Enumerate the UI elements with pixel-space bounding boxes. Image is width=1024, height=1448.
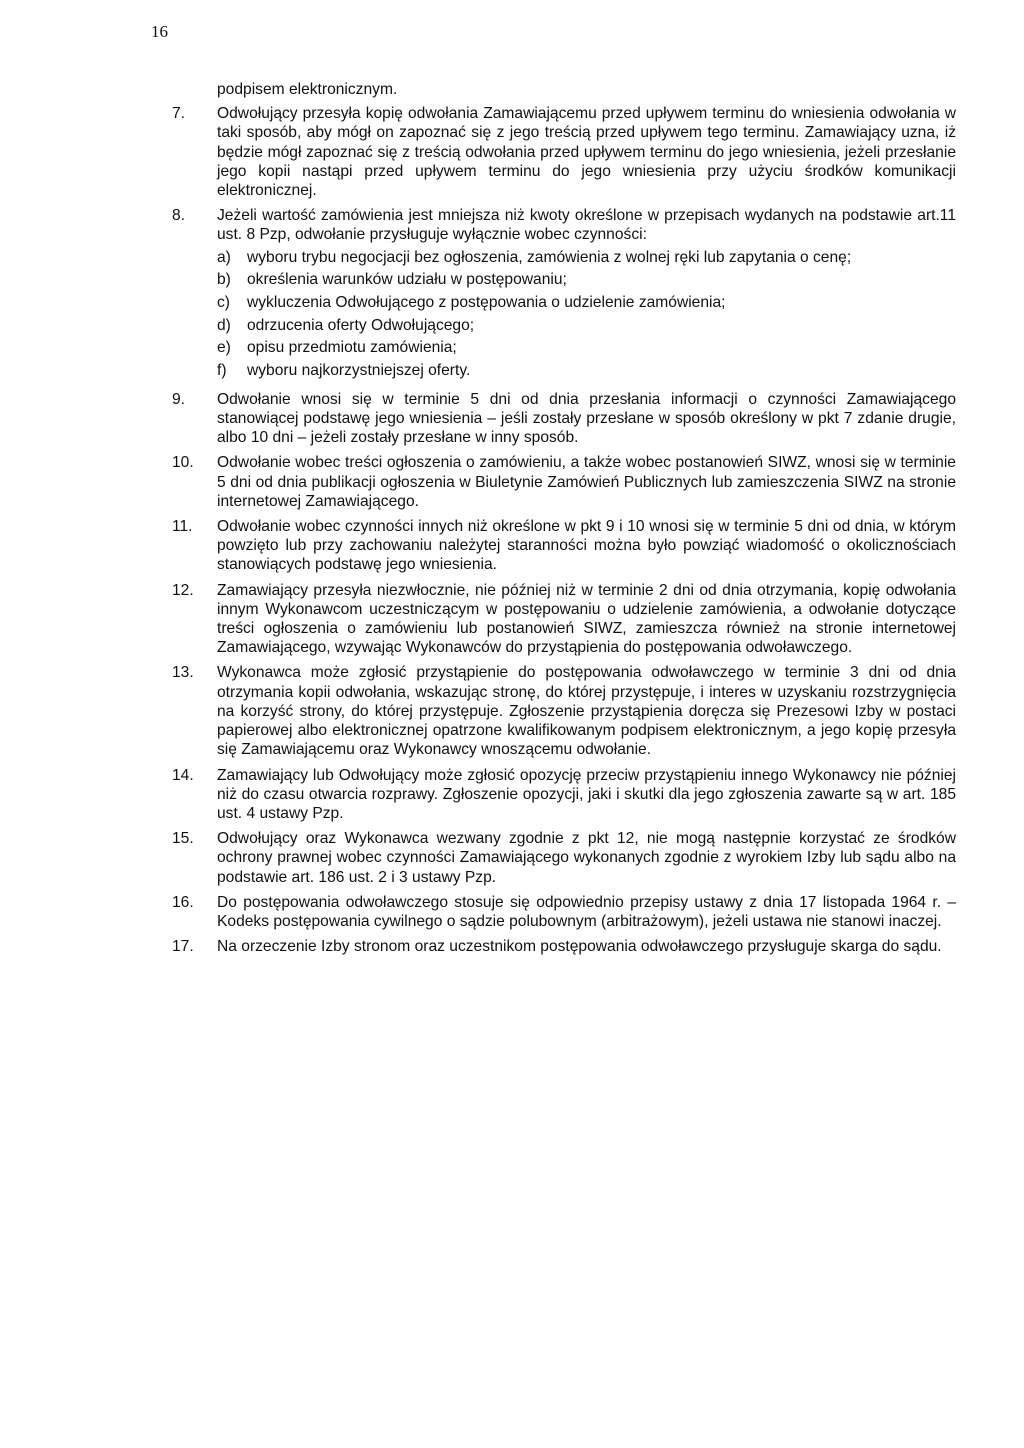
sublist-item-a xyxy=(217,248,956,267)
item-text: Odwołujący oraz Wykonawca wezwany zgodnie z pkt 12, nie mogą następnie korzystać ze środków ochrony prawnej wobec czynności Zamawiającego wykonanych zgodnie z wyrokiem Izby lub sądu albo na podstawie art. 186 ust. 2 i 3 ustawy Pzp. xyxy=(217,830,956,886)
list-item-9 xyxy=(172,390,956,448)
list-item-16 xyxy=(172,893,956,931)
item-text: Jeżeli wartość zamówienia jest mniejsza niż kwoty określone w przepisach wydanych na podstawie art.11 ust. 8 Pzp, odwołanie przysługuje wyłącznie wobec czynności: xyxy=(217,207,956,244)
sublist-item-f xyxy=(217,361,956,380)
list-item-11 xyxy=(172,517,956,575)
sublist-text: wyboru najkorzystniejszej oferty. xyxy=(247,362,471,380)
item-text: Odwołanie wobec czynności innych niż określone w pkt 9 i 10 wnosi się w terminie 5 dni od dnia, w którym powzięto lub przy zachowaniu należytej staranności można było powziąć wiadomość o okolicznościach stanowiących podstawę jego wniesienia. xyxy=(217,518,956,574)
sublist-item-d xyxy=(217,316,956,335)
sublist-letter: b) xyxy=(217,271,231,289)
item-text: Odwołujący przesyła kopię odwołania Zamawiającemu przed upływem terminu do wniesienia odwołania w taki sposób, aby mógł on zapoznać się z jego treścią przed upływem tego terminu. Zamawiający uzna, iż będzie mógł zapoznać się z treścią odwołania przed upływem terminu do jego wniesienia, jeżeli przesłanie jego kopii nastąpi przed upływem terminu do jego wniesienia przy użyciu środków komunikacji elektronicznej. xyxy=(217,105,956,200)
intro-text: podpisem elektronicznym. xyxy=(217,81,398,98)
item-number: 12. xyxy=(172,581,194,599)
list-item-12 xyxy=(172,581,956,658)
sublist-letter: a) xyxy=(217,248,231,266)
item-number: 11. xyxy=(172,518,193,536)
sublist-letter: d) xyxy=(217,316,231,334)
list-item-14 xyxy=(172,766,956,824)
sublist-text: wykluczenia Odwołującego z postępowania o udzielenie zamówienia; xyxy=(247,294,726,312)
list-item-15 xyxy=(172,829,956,887)
item-text: Odwołanie wobec treści ogłoszenia o zamówieniu, a także wobec postanowień SIWZ, wnosi się w terminie 5 dni od dnia publikacji ogłoszenia w Biuletynie Zamówień Publicznych lub zamieszczenia SIWZ na stronie internetowej Zamawiającego. xyxy=(217,454,956,510)
list-item-13 xyxy=(172,663,956,759)
sublist-letter: e) xyxy=(217,339,231,357)
item-number: 13. xyxy=(172,664,194,682)
item-text: Odwołanie wnosi się w terminie 5 dni od dnia przesłania informacji o czynności Zamawiającego stanowiącej podstawę jego wniesienia – jeśli zostały przesłane w sposób określony w pkt 7 zdanie drugie, albo 10 dni – jeżeli zostały przesłane w inny sposób. xyxy=(217,390,956,447)
item-text: Wykonawca może zgłosić przystąpienie do postępowania odwoławczego w terminie 3 dni od dnia otrzymania kopii odwołania, wskazując stronę, do której przystępuje, i interes w uzyskaniu rozstrzygnięcia na korzyść strony, do której przystępuje. Zgłoszenie przystąpienia doręcza się Prezesowi Izby w postaci papierowej albo elektronicznej opatrzone kwalifikowanym podpisem elektronicznym, a jego kopię przesyła się Zamawiającemu oraz Wykonawcy wnoszącemu odwołanie. xyxy=(217,664,956,759)
sublist-text: określenia warunków udziału w postępowaniu; xyxy=(247,271,567,289)
sublist-letter: f) xyxy=(217,362,227,380)
item-text: Zamawiający lub Odwołujący może zgłosić opozycję przeciw przystąpieniu innego Wykonawcy nie później niż do czasu otwarcia rozprawy. Zgłoszenie opozycji, jaki i skutki dla jego zgłoszenia zawarte są w art. 185 ust. 4 ustawy Pzp. xyxy=(217,766,956,822)
item-number: 9. xyxy=(172,390,186,408)
item-text: Do postępowania odwoławczego stosuje się odpowiednio przepisy ustawy z dnia 17 listopada 1964 r. – Kodeks postępowania cywilnego o sądzie polubownym (arbitrażowym), jeżeli ustawa nie stanowi inaczej. xyxy=(217,893,956,930)
list-item-8 xyxy=(172,206,956,384)
sublist-text: opisu przedmiotu zamówienia; xyxy=(247,339,457,357)
item-text: Na orzeczenie Izby stronom oraz uczestnikom postępowania odwoławczego przysługuje skarga do sądu. xyxy=(217,938,942,956)
item-text: Zamawiający przesyła niezwłocznie, nie później niż w terminie 2 dni od dnia otrzymania, kopię odwołania innym Wykonawcom uczestniczącym w postępowaniu o udzielenie zamówienia, a odwołanie dotyczące treści ogłoszenia o zamówieniu lub postanowień SIWZ, zamieszcza również na stronie internetowej Zamawiającego, wzywając Wykonawców do przystąpienia do postępowania odwoławczego. xyxy=(217,581,956,657)
sublist-letter: c) xyxy=(217,294,230,312)
document-body xyxy=(172,80,956,962)
item-number: 14. xyxy=(172,766,194,784)
item-number: 7. xyxy=(172,105,186,123)
item-number: 8. xyxy=(172,207,186,225)
page-number: 16 xyxy=(151,22,168,41)
list-item-17 xyxy=(172,937,956,956)
item-number: 17. xyxy=(172,938,194,956)
item-number: 16. xyxy=(172,893,194,911)
sublist-item-e xyxy=(217,338,956,357)
item-number: 10. xyxy=(172,454,194,472)
list-item-10 xyxy=(172,453,956,511)
sublist-text: odrzucenia oferty Odwołującego; xyxy=(247,316,475,334)
sublist xyxy=(217,248,956,381)
item-content xyxy=(217,206,956,384)
list-item-7 xyxy=(172,104,956,200)
sublist-item-b xyxy=(217,270,956,289)
item-number: 15. xyxy=(172,830,194,848)
sublist-text: wyboru trybu negocjacji bez ogłoszenia, zamówienia z wolnej ręki lub zapytania o cenę; xyxy=(247,248,852,266)
sublist-item-c xyxy=(217,293,956,312)
